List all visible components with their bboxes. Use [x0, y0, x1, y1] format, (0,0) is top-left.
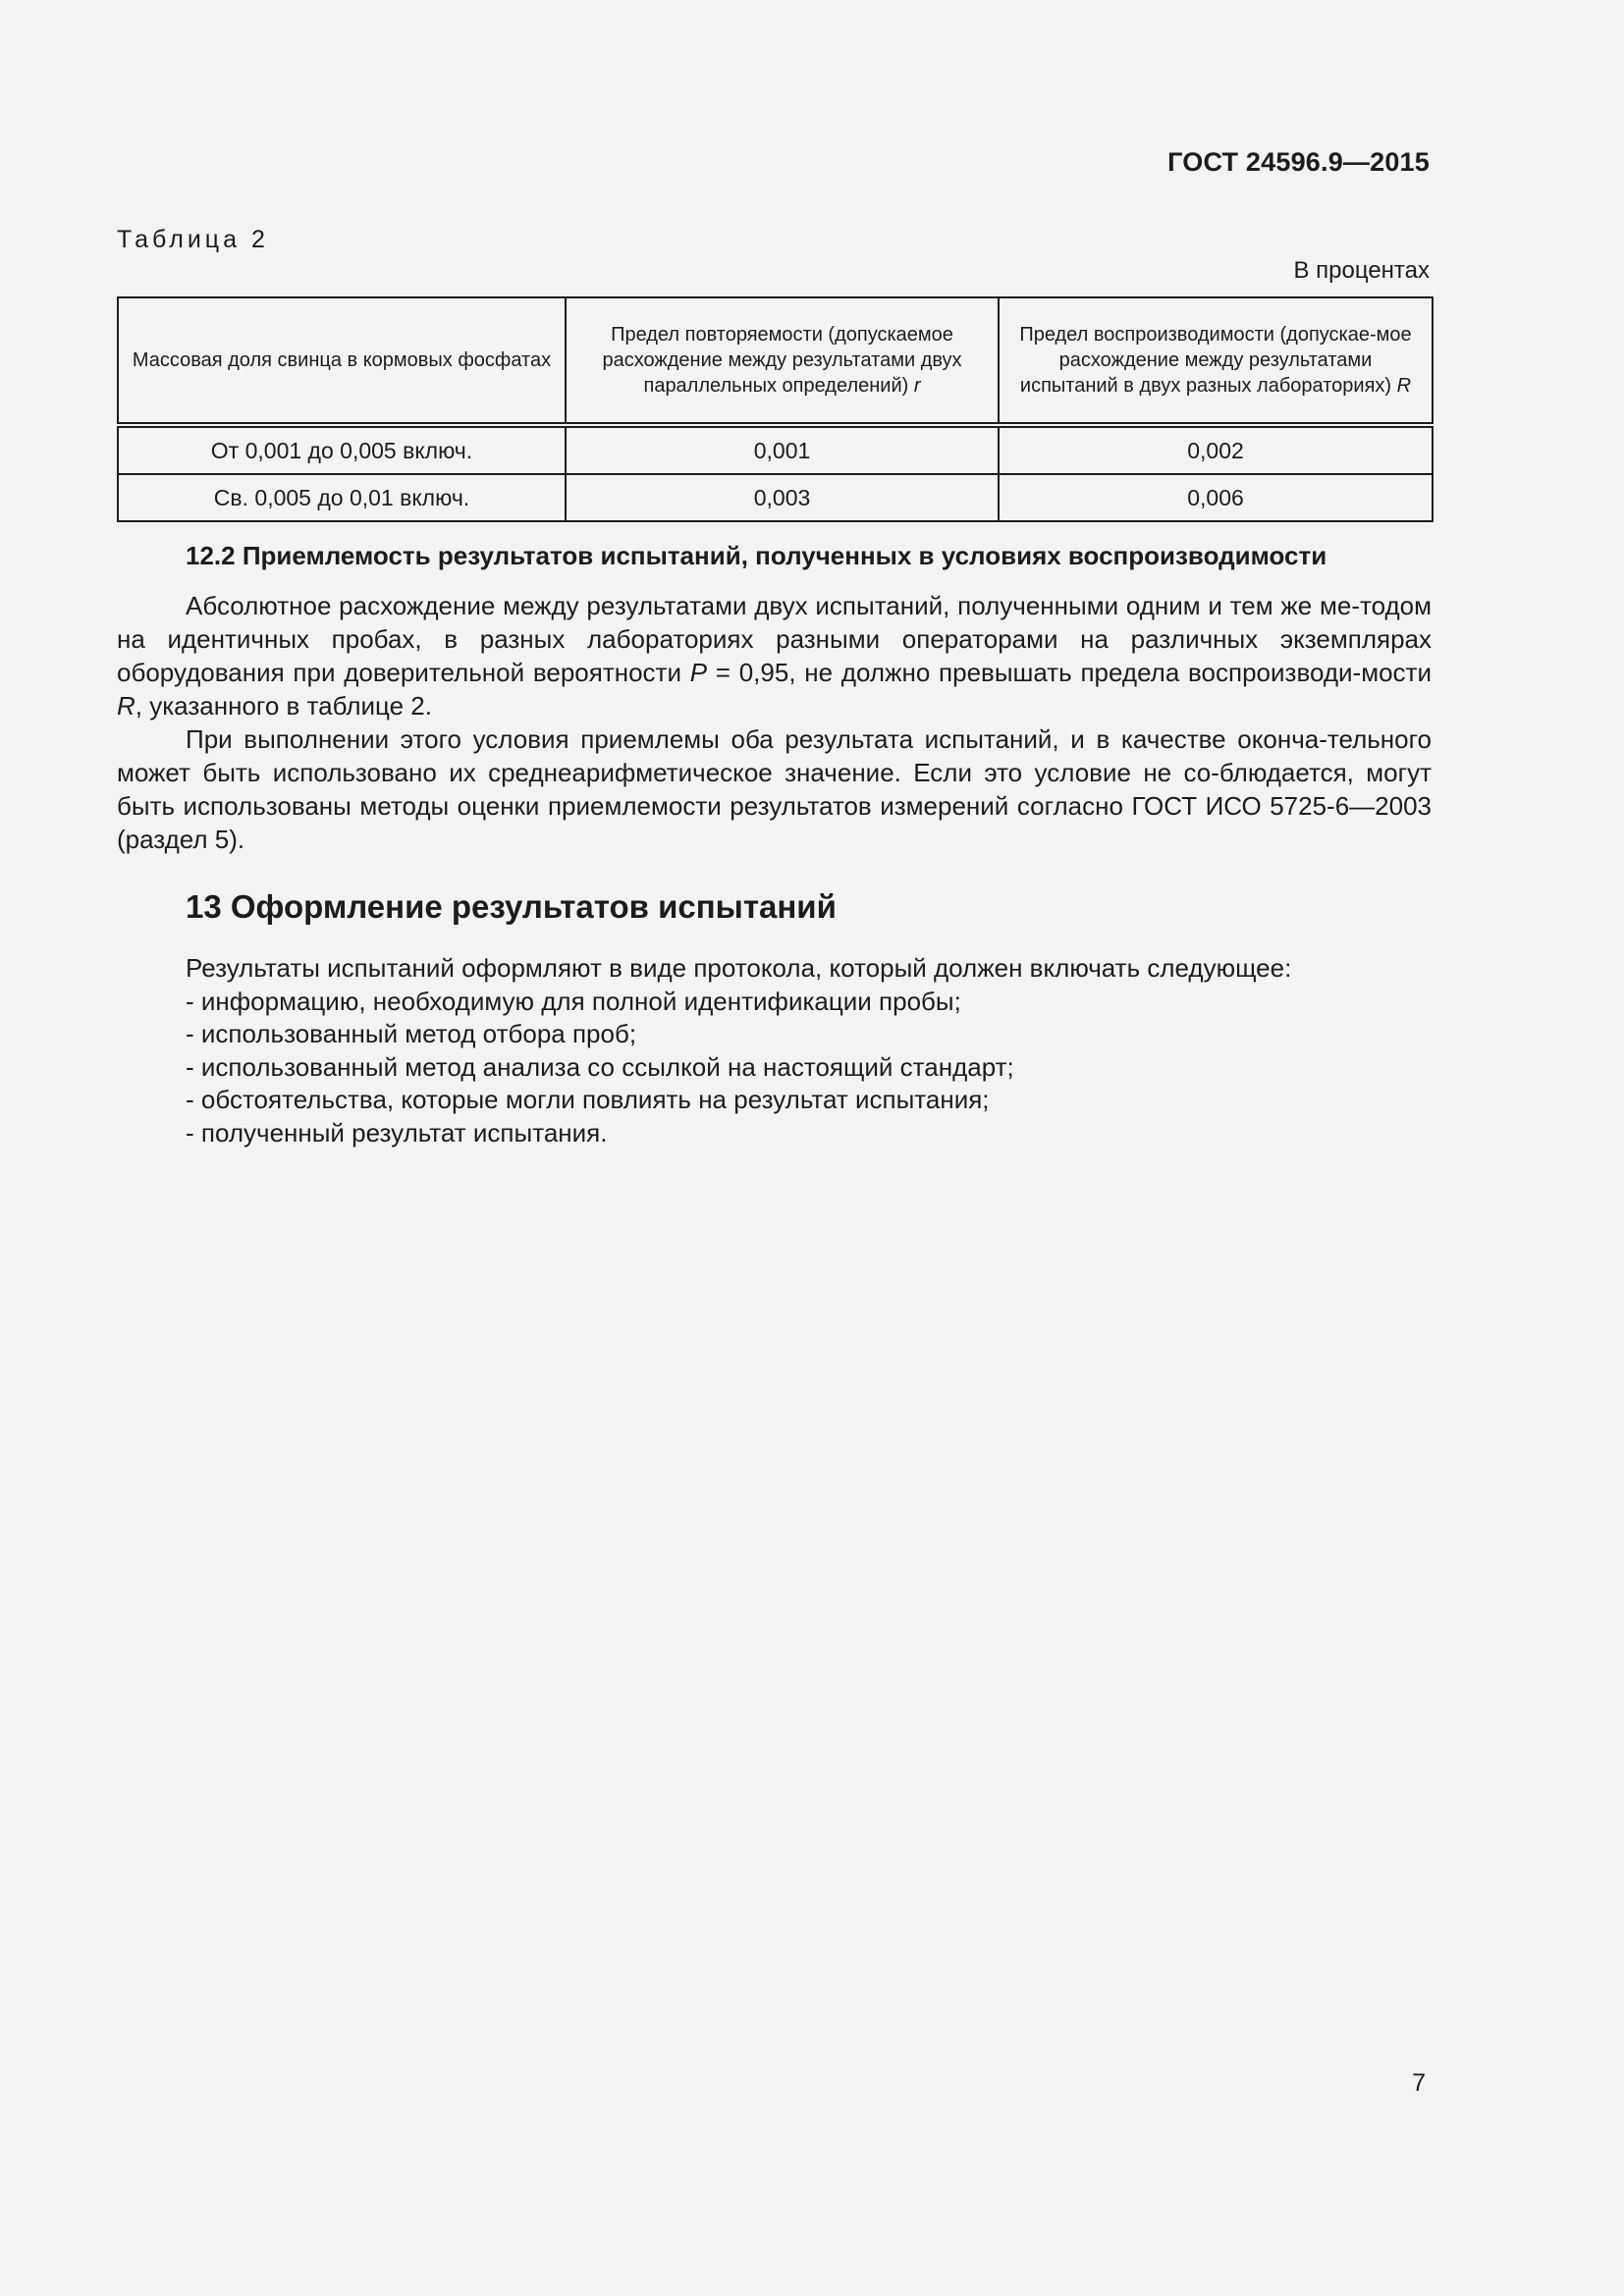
list-item: - полученный результат испытания.: [186, 1117, 608, 1148]
table-units: В процентах: [1293, 257, 1430, 284]
table-header-row: [118, 297, 1433, 425]
list-item: - обстоятельства, которые могли повлиять на результат испытания;: [186, 1085, 990, 1114]
list-item: - использованный метод отбора проб;: [186, 1019, 637, 1048]
paragraph: Абсолютное расхождение между результатами двух испытаний, полученными одним и тем же ме-тодом на идентичных пробах, в разных лабораториях разными операторами на различных экземплярах оборудования при доверительной вероятности P = 0,95, не должно превышать предела воспроизводи-мости R, указанного в таблице 2.: [117, 591, 1432, 721]
results-table: [117, 296, 1434, 522]
section-12-2-body: [117, 589, 1432, 856]
table-cell: 0,002: [999, 425, 1433, 474]
table-cell: Св. 0,005 до 0,01 включ.: [118, 474, 566, 521]
section-13-heading: 13 Оформление результатов испытаний: [186, 888, 837, 925]
table-cell: От 0,001 до 0,005 включ.: [118, 425, 566, 474]
section-13-intro: Результаты испытаний оформляют в виде протокола, который должен включать следующее:: [186, 953, 1292, 983]
section-13-body: [186, 952, 1423, 1149]
table-row: [118, 425, 1433, 474]
paragraph: При выполнении этого условия приемлемы оба результата испытаний, и в качестве оконча-тельного может быть использовано их среднеарифметическое значение. Если это условие не со-блюдается, могут быть использованы методы оценки приемлемости результатов измерений согласно ГОСТ ИСО 5725-6—2003 (раздел 5).: [117, 724, 1432, 854]
header-repeatability-limit: Предел повторяемости (допускаемое расхождение между результатами двух параллельных определений) r: [566, 297, 999, 425]
page-number: 7: [1412, 2069, 1426, 2097]
header-reproducibility-limit: Предел воспроизводимости (допускае-мое расхождение между результатами испытаний в двух разных лабораториях) R: [999, 297, 1433, 425]
table-cell: 0,001: [566, 425, 999, 474]
section-12-2-heading: 12.2 Приемлемость результатов испытаний, полученных в условиях воспроизводимости: [186, 541, 1327, 570]
requirements-list: [186, 986, 1423, 1150]
table-row: [118, 474, 1433, 521]
header-mass-fraction: Массовая доля свинца в кормовых фосфатах: [118, 297, 566, 425]
list-item: - информацию, необходимую для полной идентификации пробы;: [186, 986, 961, 1016]
table-cell: 0,006: [999, 474, 1433, 521]
table-caption: Таблица 2: [117, 226, 269, 253]
table-cell: 0,003: [566, 474, 999, 521]
list-item: - использованный метод анализа со ссылкой на настоящий стандарт;: [186, 1051, 1014, 1082]
document-code: ГОСТ 24596.9—2015: [1167, 147, 1430, 177]
